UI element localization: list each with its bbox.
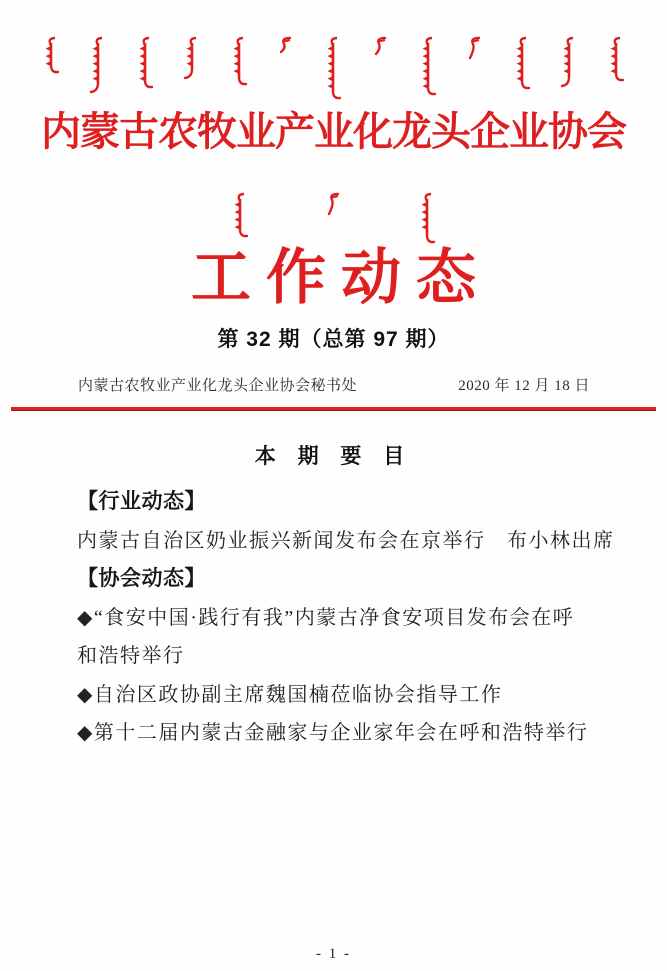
mongolian-script-subtitle [231,192,436,248]
mongolian-word-glyph [607,36,625,84]
mongolian-script-top [42,36,626,104]
digest-item: 内蒙古自治区奶业振兴新闻发布会在京举行 布小林出席 [77,529,615,552]
mongolian-word-glyph [513,36,531,92]
mongolian-word-glyph [42,36,60,76]
mongolian-word-glyph [231,192,249,240]
digest-section-heading: 【行业动态】 [77,490,206,513]
mongolian-word-glyph [136,36,154,91]
mongolian-word-glyph [324,36,342,102]
digest-item: ◆第十二届内蒙古金融家与企业家年会在呼和浩特举行 [77,722,589,744]
doc-title: 工作动态 [191,245,491,311]
mongolian-word-glyph [560,36,578,88]
publisher-name: 内蒙古农牧业产业化龙头企业协会秘书处 [78,378,358,394]
issue-line: 第 32 期（总第 97 期） [217,328,450,351]
mongolian-word-glyph [89,36,107,94]
digest-title: 本 期 要 目 [254,445,413,468]
page-number: - 1 - [316,946,351,962]
mongolian-word-glyph [418,192,436,246]
mongolian-word-glyph [183,36,201,80]
org-title: 内蒙古农牧业产业化龙头企业协会 [41,109,626,154]
mongolian-word-glyph [230,36,248,88]
publisher-row [0,374,667,398]
digest-lines [0,483,667,753]
digest-item: ◆“食安中国·践行有我”内蒙古净食安项目发布会在呼 [77,606,575,629]
mongolian-word-glyph [466,36,484,60]
digest-section-heading: 【协会动态】 [77,567,206,590]
digest-item: 和浩特举行 [77,645,185,667]
red-divider [11,407,656,410]
publish-date: 2020 年 12 月 18 日 [458,378,590,394]
mongolian-word-glyph [325,192,343,216]
mongolian-word-glyph [372,36,390,56]
mongolian-word-glyph [419,36,437,98]
mongolian-word-glyph [277,36,295,54]
digest-item: ◆自治区政协副主席魏国楠莅临协会指导工作 [77,683,503,706]
